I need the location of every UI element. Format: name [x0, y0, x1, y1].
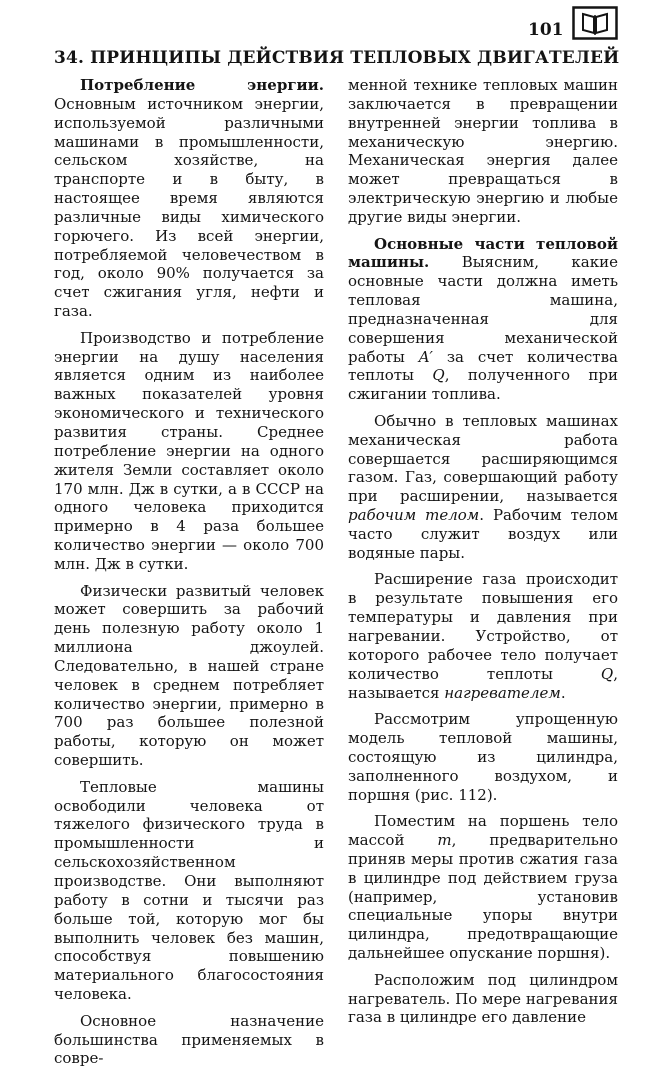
book-frame-icon	[572, 6, 618, 40]
paragraph: Расширение газа происходит в результате повышения его температуры и давления при нагревании. Устройство, от которого рабочее тело получает количество теплоты Q, называется нагревателем.	[348, 570, 618, 702]
paragraph-heading: Потребление энергии.	[80, 76, 324, 94]
text-column-left	[54, 76, 324, 1068]
section-title: 34. ПРИНЦИПЫ ДЕЙСТВИЯ ТЕПЛОВЫХ ДВИГАТЕЛЕЙ	[54, 48, 620, 68]
paragraph: Поместим на поршень тело массой m, предварительно приняв меры против сжатия газа в цилиндре под действием груза (например, установив специальные упоры внутри цилиндра, предотвращающие дальнейшее опускание поршня).	[348, 812, 618, 963]
page-number: 101	[528, 20, 564, 40]
variable-heat: Q	[600, 664, 614, 683]
paragraph: Производство и потребление энергии на душу населения является одним из наиболее важных показателей уровня экономического и технического развития страны. Среднее потребление энергии на одного жителя Земли составляет около 170 млн. Дж в сутки, а в СССР на одного человека приходится примерно в 4 раза большее количество энергии — около 700 млн. Дж в сутки.	[54, 328, 324, 573]
paragraph: Обычно в тепловых машинах механическая работа совершается расширяющимся газом. Газ, совершающий работу при расширении, называется рабочим телом. Рабочим телом часто служит воздух или водяные пары.	[348, 411, 618, 562]
text-column-right	[348, 76, 618, 1027]
paragraph: Физически развитый человек может совершить за рабочий день полезную работу около 1 миллиона джоулей. Следовательно, в нашей стране человек в среднем потребляет количество энергии, примерно в 700 раз большее полезной работы, которую он может совершить.	[54, 581, 324, 770]
paragraph-continuation: менной технике тепловых машин заключается в превращении внутренней энергии топлива в механическую энергию. Механическая энергия далее может превращаться в электрическую энергию и любые другие виды энергии.	[348, 76, 618, 226]
paragraph: Основное назначение большинства применяемых в совре-	[54, 1011, 324, 1068]
term-working-body: рабочим телом	[348, 506, 480, 525]
paragraph-heading: Основные части тепловой машины.	[348, 234, 618, 272]
paragraph: Основные части тепловой машины. Выясним, какие основные части должна иметь тепловая машина, предназначенная для совершения механической работы A′ за счет количества теплоты Q, полученного при сжигании топлива.	[348, 234, 618, 404]
paragraph: Потребление энергии. Основным источником энергии, используемой различными машинами в промышленности, сельском хозяйстве, на транспорте и в быту, в настоящее время являются различные виды химического горючего. Из всей энергии, потребляемой человечеством в год, около 90% получается за счет сжигания угля, нефти и газа.	[54, 76, 324, 321]
paragraph: Расположим под цилиндром нагреватель. По мере нагревания газа в цилиндре его давление	[348, 970, 618, 1027]
term-heater: нагревателем	[444, 683, 561, 702]
variable-heat: Q	[432, 366, 445, 385]
variable-work: A′	[418, 347, 433, 366]
paragraph: Тепловые машины освободили человека от тяжелого физического труда в промышленности и сельскохозяйственном производстве. Они выполняют работу в сотни и тысячи раз больше той, которую мог бы выполнить человек без машин, способствуя повышению материального благосостояния человека.	[54, 777, 324, 1004]
paragraph: Рассмотрим упрощенную модель тепловой машины, состоящую из цилиндра, заполненного воздухом, и поршня (рис. 112).	[348, 710, 618, 804]
variable-mass: m	[437, 831, 452, 850]
